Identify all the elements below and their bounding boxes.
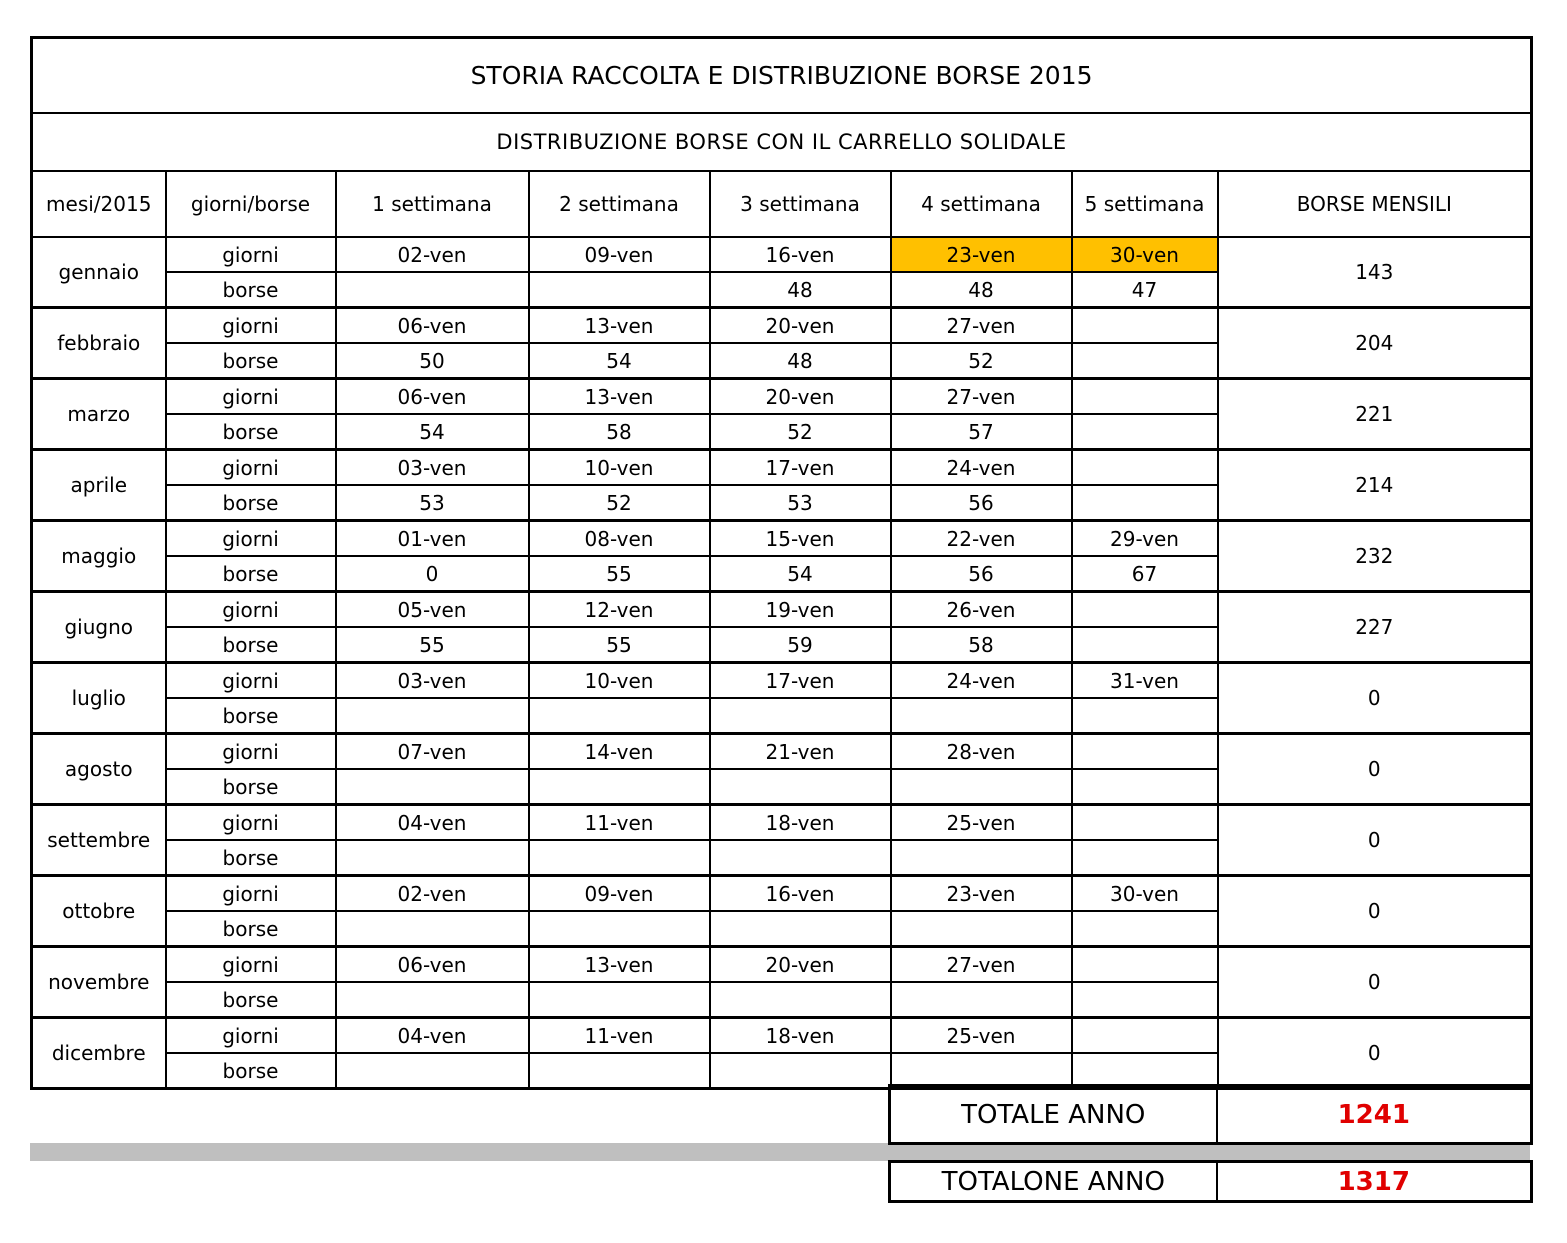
monthly-total: 0 <box>1218 947 1532 1018</box>
giorni-cell: 02-ven <box>336 876 529 912</box>
month-giorni-row <box>32 379 1532 415</box>
borse-cell: 54 <box>710 556 891 592</box>
month-name: marzo <box>32 379 166 450</box>
row-label-borse: borse <box>166 485 336 521</box>
borse-cell: 54 <box>529 343 710 379</box>
giorni-cell <box>1072 947 1218 983</box>
borse-cell <box>1072 485 1218 521</box>
header-week-4: 4 settimana <box>891 171 1072 237</box>
borse-cell <box>336 840 529 876</box>
giorni-cell: 30-ven <box>1072 876 1218 912</box>
borse-cell <box>1072 414 1218 450</box>
giorni-cell: 13-ven <box>529 947 710 983</box>
borse-cell <box>529 911 710 947</box>
borse-cell: 52 <box>891 343 1072 379</box>
totale-anno-value: 1241 <box>1217 1086 1532 1144</box>
month-name: maggio <box>32 521 166 592</box>
borse-cell <box>710 982 891 1018</box>
giorni-cell <box>1072 592 1218 628</box>
giorni-cell: 27-ven <box>891 308 1072 344</box>
giorni-cell: 04-ven <box>336 805 529 841</box>
giorni-cell: 01-ven <box>336 521 529 557</box>
giorni-cell: 09-ven <box>529 237 710 272</box>
row-label-giorni: giorni <box>166 734 336 770</box>
borse-cell <box>891 840 1072 876</box>
month-name: agosto <box>32 734 166 805</box>
giorni-cell: 09-ven <box>529 876 710 912</box>
month-giorni-row <box>32 947 1532 983</box>
totalone-anno-label: TOTALONE ANNO <box>890 1162 1217 1202</box>
monthly-total: 227 <box>1218 592 1532 663</box>
header-months: mesi/2015 <box>32 171 166 237</box>
borse-cell <box>529 1053 710 1089</box>
distribution-table <box>30 36 1533 1090</box>
giorni-cell: 08-ven <box>529 521 710 557</box>
giorni-cell: 29-ven <box>1072 521 1218 557</box>
month-name: settembre <box>32 805 166 876</box>
row-label-giorni: giorni <box>166 1018 336 1054</box>
borse-cell: 54 <box>336 414 529 450</box>
borse-cell: 52 <box>529 485 710 521</box>
header-row <box>32 171 1532 237</box>
giorni-cell: 10-ven <box>529 663 710 699</box>
borse-cell: 48 <box>710 272 891 308</box>
totale-anno-label: TOTALE ANNO <box>890 1086 1217 1144</box>
borse-cell: 48 <box>891 272 1072 308</box>
month-giorni-row <box>32 592 1532 628</box>
borse-cell <box>529 769 710 805</box>
giorni-cell: 24-ven <box>891 450 1072 486</box>
giorni-cell: 31-ven <box>1072 663 1218 699</box>
borse-cell: 52 <box>710 414 891 450</box>
row-label-giorni: giorni <box>166 592 336 628</box>
monthly-total: 0 <box>1218 805 1532 876</box>
monthly-total: 0 <box>1218 663 1532 734</box>
totalone-anno-box <box>888 1160 1533 1203</box>
borse-cell: 58 <box>529 414 710 450</box>
borse-cell <box>1072 627 1218 663</box>
row-label-giorni: giorni <box>166 876 336 912</box>
borse-cell <box>891 769 1072 805</box>
borse-cell <box>1072 698 1218 734</box>
row-label-borse: borse <box>166 982 336 1018</box>
borse-cell <box>336 698 529 734</box>
borse-cell <box>891 911 1072 947</box>
borse-cell <box>891 698 1072 734</box>
month-name: ottobre <box>32 876 166 947</box>
giorni-cell: 17-ven <box>710 450 891 486</box>
giorni-cell: 06-ven <box>336 379 529 415</box>
month-name: novembre <box>32 947 166 1018</box>
row-label-giorni: giorni <box>166 663 336 699</box>
totale-anno-box <box>888 1084 1533 1145</box>
giorni-cell: 03-ven <box>336 450 529 486</box>
borse-cell <box>529 272 710 308</box>
borse-cell <box>529 698 710 734</box>
borse-cell: 67 <box>1072 556 1218 592</box>
borse-cell: 55 <box>529 556 710 592</box>
month-giorni-row <box>32 1018 1532 1054</box>
totalone-anno-value: 1317 <box>1217 1162 1532 1202</box>
month-giorni-row <box>32 521 1532 557</box>
giorni-cell <box>1072 450 1218 486</box>
borse-cell: 59 <box>710 627 891 663</box>
giorni-cell: 18-ven <box>710 805 891 841</box>
row-label-borse: borse <box>166 1053 336 1089</box>
borse-cell: 53 <box>336 485 529 521</box>
giorni-cell <box>1072 805 1218 841</box>
giorni-cell: 20-ven <box>710 947 891 983</box>
borse-cell: 56 <box>891 556 1072 592</box>
giorni-cell: 20-ven <box>710 379 891 415</box>
borse-cell <box>336 272 529 308</box>
giorni-cell: 10-ven <box>529 450 710 486</box>
monthly-total: 214 <box>1218 450 1532 521</box>
month-name: dicembre <box>32 1018 166 1089</box>
monthly-total: 0 <box>1218 734 1532 805</box>
borse-cell <box>710 911 891 947</box>
month-giorni-row <box>32 876 1532 912</box>
giorni-cell: 24-ven <box>891 663 1072 699</box>
month-giorni-row <box>32 734 1532 770</box>
monthly-total: 204 <box>1218 308 1532 379</box>
row-label-giorni: giorni <box>166 379 336 415</box>
borse-cell <box>1072 769 1218 805</box>
giorni-cell: 06-ven <box>336 947 529 983</box>
row-label-borse: borse <box>166 343 336 379</box>
borse-cell <box>1072 911 1218 947</box>
month-giorni-row <box>32 805 1532 841</box>
giorni-cell: 13-ven <box>529 379 710 415</box>
month-name: febbraio <box>32 308 166 379</box>
borse-cell <box>529 840 710 876</box>
giorni-cell: 07-ven <box>336 734 529 770</box>
row-label-borse: borse <box>166 272 336 308</box>
header-week-1: 1 settimana <box>336 171 529 237</box>
giorni-cell: 21-ven <box>710 734 891 770</box>
borse-cell <box>336 1053 529 1089</box>
borse-cell: 55 <box>336 627 529 663</box>
row-label-borse: borse <box>166 698 336 734</box>
borse-cell <box>1072 840 1218 876</box>
header-giorni-borse: giorni/borse <box>166 171 336 237</box>
giorni-cell: 20-ven <box>710 308 891 344</box>
borse-cell <box>891 982 1072 1018</box>
row-label-borse: borse <box>166 911 336 947</box>
borse-cell <box>710 698 891 734</box>
giorni-cell: 12-ven <box>529 592 710 628</box>
giorni-cell: 23-ven <box>891 237 1072 272</box>
header-week-2: 2 settimana <box>529 171 710 237</box>
borse-cell <box>336 911 529 947</box>
giorni-cell: 03-ven <box>336 663 529 699</box>
row-label-giorni: giorni <box>166 947 336 983</box>
header-monthly-total: BORSE MENSILI <box>1218 171 1532 237</box>
monthly-total: 0 <box>1218 1018 1532 1089</box>
borse-cell <box>336 982 529 1018</box>
giorni-cell: 26-ven <box>891 592 1072 628</box>
monthly-total: 0 <box>1218 876 1532 947</box>
giorni-cell: 18-ven <box>710 1018 891 1054</box>
giorni-cell: 25-ven <box>891 805 1072 841</box>
row-label-giorni: giorni <box>166 450 336 486</box>
giorni-cell: 25-ven <box>891 1018 1072 1054</box>
month-giorni-row <box>32 450 1532 486</box>
monthly-total: 221 <box>1218 379 1532 450</box>
giorni-cell <box>1072 734 1218 770</box>
giorni-cell: 17-ven <box>710 663 891 699</box>
borse-cell: 53 <box>710 485 891 521</box>
giorni-cell <box>1072 1018 1218 1054</box>
giorni-cell: 04-ven <box>336 1018 529 1054</box>
borse-cell: 50 <box>336 343 529 379</box>
giorni-cell <box>1072 308 1218 344</box>
giorni-cell: 02-ven <box>336 237 529 272</box>
row-label-giorni: giorni <box>166 805 336 841</box>
giorni-cell: 14-ven <box>529 734 710 770</box>
monthly-total: 232 <box>1218 521 1532 592</box>
row-label-borse: borse <box>166 769 336 805</box>
giorni-cell: 22-ven <box>891 521 1072 557</box>
giorni-cell: 27-ven <box>891 379 1072 415</box>
borse-cell <box>710 1053 891 1089</box>
row-label-giorni: giorni <box>166 308 336 344</box>
giorni-cell: 11-ven <box>529 805 710 841</box>
borse-cell: 48 <box>710 343 891 379</box>
borse-cell <box>1072 982 1218 1018</box>
giorni-cell <box>1072 379 1218 415</box>
borse-cell: 58 <box>891 627 1072 663</box>
giorni-cell: 28-ven <box>891 734 1072 770</box>
giorni-cell: 15-ven <box>710 521 891 557</box>
giorni-cell: 11-ven <box>529 1018 710 1054</box>
month-name: gennaio <box>32 237 166 308</box>
month-name: luglio <box>32 663 166 734</box>
giorni-cell: 16-ven <box>710 237 891 272</box>
row-label-borse: borse <box>166 414 336 450</box>
giorni-cell: 23-ven <box>891 876 1072 912</box>
row-label-borse: borse <box>166 627 336 663</box>
giorni-cell: 27-ven <box>891 947 1072 983</box>
month-giorni-row <box>32 663 1532 699</box>
borse-cell <box>529 982 710 1018</box>
giorni-cell: 16-ven <box>710 876 891 912</box>
giorni-cell: 19-ven <box>710 592 891 628</box>
borse-cell: 55 <box>529 627 710 663</box>
month-name: giugno <box>32 592 166 663</box>
page-subtitle: DISTRIBUZIONE BORSE CON IL CARRELLO SOLIDALE <box>32 113 1532 171</box>
giorni-cell: 30-ven <box>1072 237 1218 272</box>
borse-cell <box>710 840 891 876</box>
borse-cell <box>1072 343 1218 379</box>
row-label-giorni: giorni <box>166 237 336 272</box>
row-label-giorni: giorni <box>166 521 336 557</box>
giorni-cell: 13-ven <box>529 308 710 344</box>
borse-cell <box>710 769 891 805</box>
giorni-cell: 06-ven <box>336 308 529 344</box>
borse-cell: 57 <box>891 414 1072 450</box>
header-week-3: 3 settimana <box>710 171 891 237</box>
separator-bar <box>30 1143 1530 1161</box>
header-week-5: 5 settimana <box>1072 171 1218 237</box>
row-label-borse: borse <box>166 556 336 592</box>
row-label-borse: borse <box>166 840 336 876</box>
borse-cell: 0 <box>336 556 529 592</box>
borse-cell <box>336 769 529 805</box>
borse-cell: 47 <box>1072 272 1218 308</box>
borse-cell: 56 <box>891 485 1072 521</box>
month-giorni-row <box>32 237 1532 272</box>
monthly-total: 143 <box>1218 237 1532 308</box>
month-name: aprile <box>32 450 166 521</box>
giorni-cell: 05-ven <box>336 592 529 628</box>
page-title: STORIA RACCOLTA E DISTRIBUZIONE BORSE 2015 <box>32 38 1532 114</box>
month-giorni-row <box>32 308 1532 344</box>
